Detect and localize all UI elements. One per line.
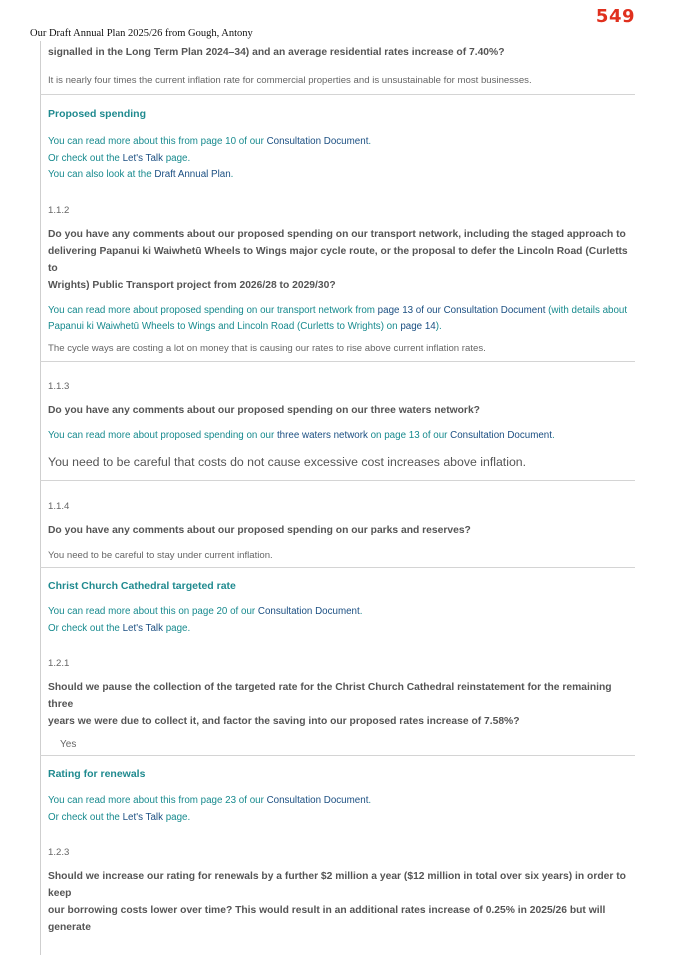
question-text — [48, 868, 633, 936]
question-line: Wrights) Public Transport project from 2026/28 to 2029/30? — [48, 279, 336, 291]
question-text — [48, 226, 633, 294]
info-text: Or check out the — [48, 152, 123, 164]
info-text: You can read more about this on page 20 of our — [48, 606, 258, 617]
answer-text: It is nearly four times the current inflation rate for commercial properties and is unsustainable for most businesses. — [48, 75, 532, 86]
question-number: 1.2.3 — [48, 847, 70, 858]
info-text: You can read more about this from page 23 of our — [48, 795, 267, 806]
info-block — [48, 793, 633, 826]
consultation-document-link[interactable]: Consultation Document — [266, 136, 369, 147]
question-number: 1.1.4 — [48, 501, 70, 512]
lets-talk-link[interactable]: Let's Talk — [122, 811, 163, 823]
divider — [40, 94, 635, 95]
info-text: You can read more about this from page 10 of our — [48, 136, 267, 147]
question-text: Do you have any comments about our proposed spending on our parks and reserves? — [48, 525, 471, 536]
info-text: . — [368, 795, 372, 806]
info-text: page. — [162, 152, 191, 164]
question-number: 1.2.1 — [48, 658, 70, 669]
section-heading-cathedral: Christ Church Cathedral targeted rate — [48, 580, 236, 592]
answer-text: The cycle ways are costing a lot on money that is causing our rates to rise above current inflation rates. — [48, 342, 486, 354]
info-text: You can read more about proposed spending on our — [48, 429, 277, 441]
info-text: Papanui ki Waiwhetū Wheels to Wings and Lincoln Road (Curletts to Wrights) on — [48, 321, 401, 332]
question-line: Should we increase our rating for renewals by a further $2 million a year ($12 million in total over six years) in order to keep — [48, 871, 626, 899]
question-tail: signalled in the Long Term Plan 2024–34) and an average residential rates increase of 7.40%? — [48, 47, 505, 58]
consultation-document-link[interactable]: Consultation Document — [450, 429, 552, 441]
info-block — [48, 604, 633, 637]
info-text: Or check out the — [48, 811, 123, 823]
divider — [40, 361, 635, 362]
lets-talk-link[interactable]: Let's Talk — [122, 622, 163, 634]
answer-text: Yes — [60, 739, 77, 750]
info-text: on page 13 of our — [367, 429, 451, 441]
answer-text: You need to be careful to stay under current inflation. — [48, 550, 273, 561]
question-text — [48, 679, 633, 730]
consultation-document-link[interactable]: Consultation Document — [266, 795, 369, 806]
question-line: years we were due to collect it, and factor the saving into our proposed rates increase of 7.58%? — [48, 716, 520, 727]
info-text: (with details about — [545, 304, 628, 316]
info-block — [48, 134, 633, 184]
question-number: 1.1.2 — [48, 204, 70, 216]
info-text: You can also look at the — [48, 169, 155, 180]
consultation-document-link[interactable]: page 13 of our Consultation Document — [377, 304, 546, 316]
info-text: . — [551, 429, 555, 441]
info-text: You can read more about proposed spending on our transport network from — [48, 304, 378, 316]
three-waters-network-link[interactable]: three waters network — [276, 429, 368, 441]
info-text: page. — [162, 811, 191, 823]
question-text: Do you have any comments about our proposed spending on our three waters network? — [48, 404, 480, 416]
info-text: page. — [162, 622, 191, 634]
divider — [40, 567, 635, 568]
consultation-document-link[interactable]: Consultation Document — [257, 606, 360, 617]
page-number: 549 — [595, 6, 635, 27]
answer-text: You need to be careful that costs do not cause excessive cost increases above inflation. — [48, 455, 527, 469]
info-text: . — [359, 606, 363, 617]
info-block — [48, 303, 633, 336]
submission-content — [40, 41, 635, 955]
question-line: our borrowing costs lower over time? This would result in an additional rates increase of 0.25% in 2025/26 but will generate — [48, 905, 606, 933]
section-heading-renewals: Rating for renewals — [48, 768, 146, 780]
question-line: Do you have any comments about our proposed spending on our transport network, including the staged approach to — [48, 228, 626, 240]
question-line: Should we pause the collection of the targeted rate for the Christ Church Cathedral reinstatement for the remaining three — [48, 682, 612, 710]
section-heading-proposed-spending: Proposed spending — [48, 108, 147, 120]
divider — [40, 480, 635, 481]
page-14-link[interactable]: page 14 — [400, 321, 436, 332]
draft-annual-plan-link[interactable]: Draft Annual Plan — [154, 169, 231, 180]
info-text: . — [368, 136, 372, 147]
question-number: 1.1.3 — [48, 380, 70, 392]
info-text: ). — [435, 321, 442, 332]
info-text: . — [230, 169, 234, 180]
document-header: Our Draft Annual Plan 2025/26 from Gough, Antony — [30, 28, 253, 39]
lets-talk-link[interactable]: Let's Talk — [122, 152, 163, 164]
question-line: delivering Papanui ki Waiwhetū Wheels to Wings major cycle route, or the proposal to defer the Lincoln Road (Curletts to — [48, 245, 628, 274]
info-text: Or check out the — [48, 622, 123, 634]
divider — [40, 755, 635, 756]
